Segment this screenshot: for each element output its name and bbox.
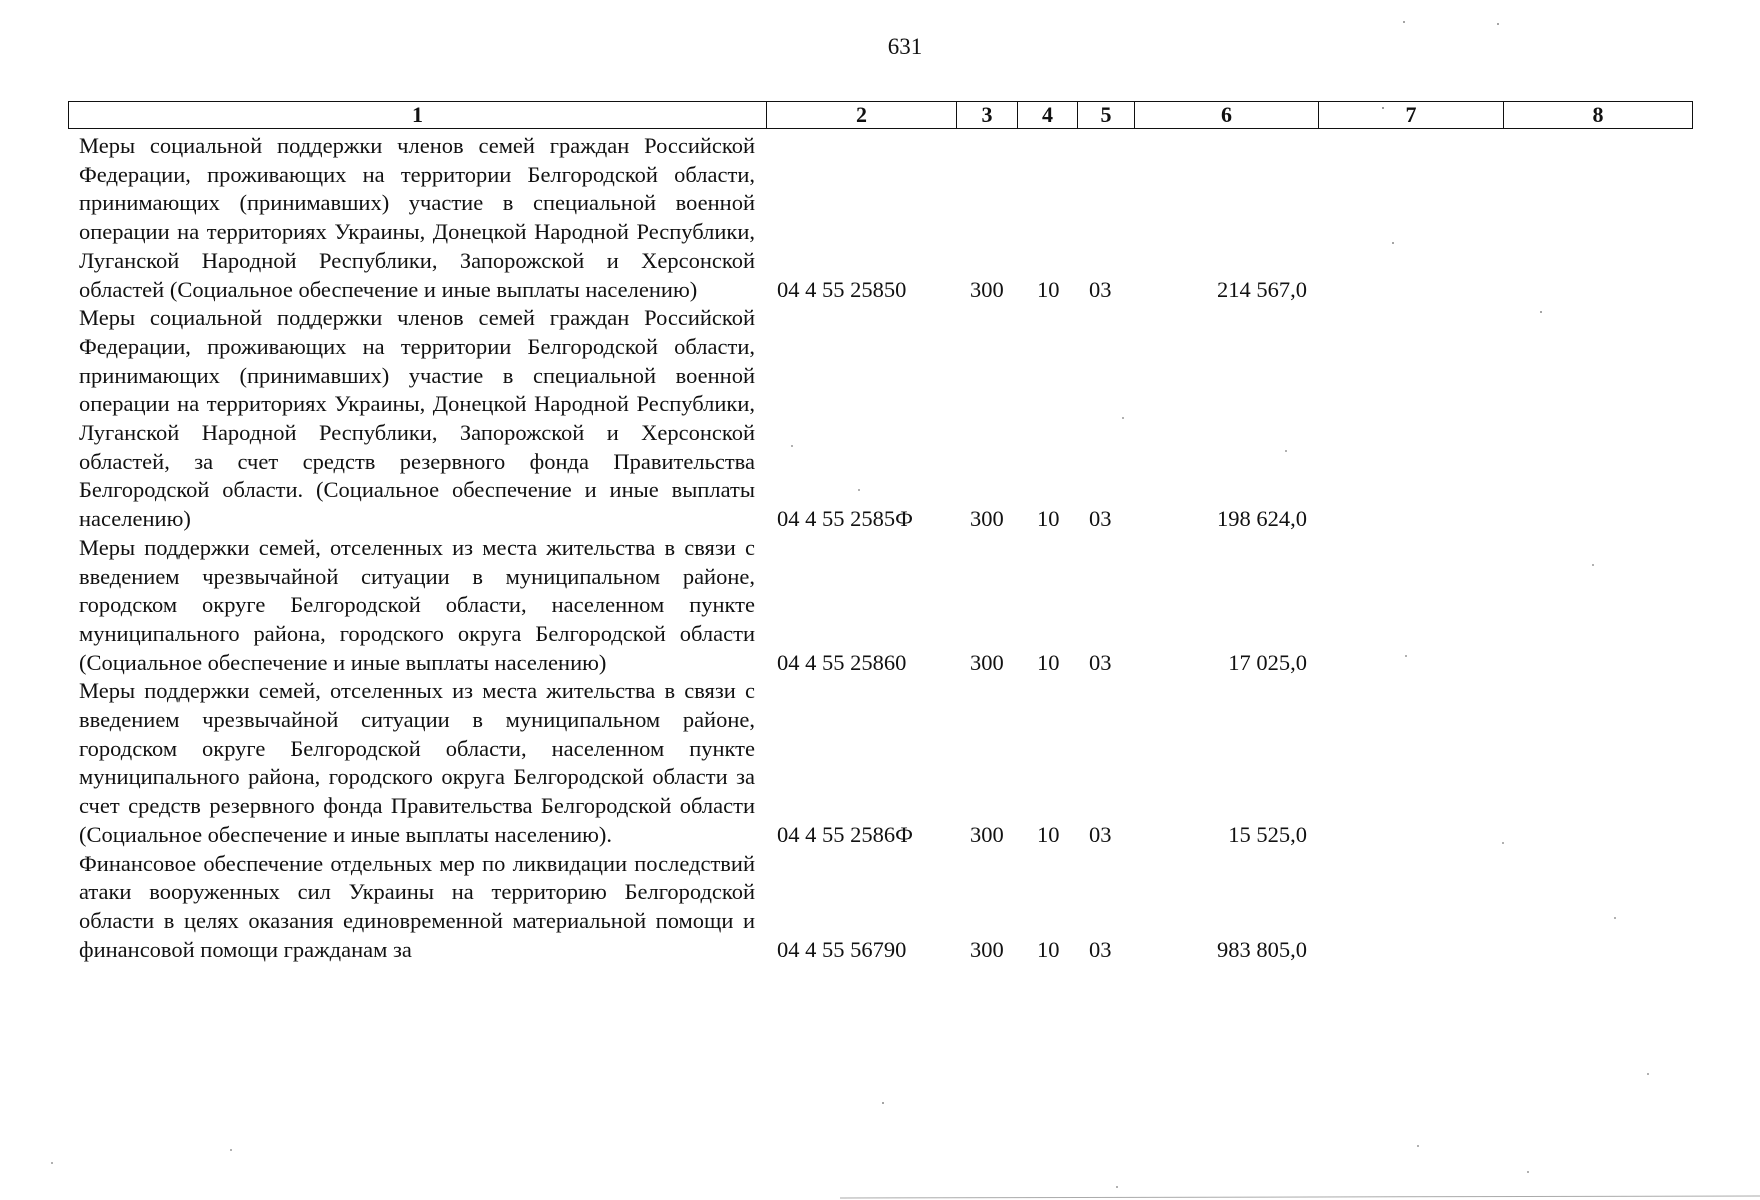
column-header-2: 2: [767, 102, 957, 129]
row-description: Меры поддержки семей, отселенных из места жительства в связи с введением чрезвычайной ситуации в муниципальном районе, городском округе Белгородской области, населенном пункте муниципального района, городского округа Белгородской области за счет средств резервного фонда Правительства Белгородской области (Социальное обеспечение и иные выплаты населению).: [79, 678, 755, 847]
table-row: [0, 677, 1760, 849]
table-row: [0, 132, 1760, 304]
budget-table-body: [0, 132, 1760, 964]
row-expense-type: 300: [970, 936, 1004, 962]
row-code: 04 4 55 56790: [777, 936, 907, 962]
column-header-7: 7: [1319, 102, 1504, 129]
row-subsection: 03: [1089, 276, 1112, 302]
row-section: 10: [1037, 936, 1060, 962]
column-header-5: 5: [1078, 102, 1135, 129]
page-number: 631: [887, 34, 923, 59]
column-header-1: 1: [69, 102, 767, 129]
row-section: 10: [1037, 506, 1060, 532]
column-header-3: 3: [957, 102, 1018, 129]
row-description: Меры социальной поддержки членов семей граждан Российской Федерации, проживающих на территории Белгородской области, принимающих (принимавших) участие в специальной военной операции на территориях Украины, Донецкой Народной Республики, Луганской Народной Республики, Запорожской и Херсонской областей, за счет средств резервного фонда Правительства Белгородской области. (Социальное обеспечение и иные выплаты населению): [79, 305, 755, 532]
row-code: 04 4 55 2585Ф: [777, 506, 913, 532]
row-subsection: 03: [1089, 506, 1112, 532]
column-header-4: 4: [1018, 102, 1078, 129]
column-header-6: 6: [1135, 102, 1319, 129]
table-row: [0, 304, 1760, 534]
row-subsection: 03: [1089, 821, 1112, 847]
row-code: 04 4 55 2586Ф: [777, 821, 913, 847]
row-section: 10: [1037, 649, 1060, 675]
row-subsection: 03: [1089, 936, 1112, 962]
row-description: Финансовое обеспечение отдельных мер по ликвидации последствий атаки вооруженных сил Украины на территорию Белгородской области в целях оказания единовременной материальной помощи и финансовой помощи гражданам за: [79, 850, 755, 962]
row-expense-type: 300: [970, 821, 1004, 847]
row-code: 04 4 55 25860: [777, 649, 907, 675]
row-amount: 15 525,0: [1228, 821, 1307, 847]
column-header-8: 8: [1504, 102, 1693, 129]
row-expense-type: 300: [970, 276, 1004, 302]
row-amount: 198 624,0: [1217, 506, 1307, 532]
row-section: 10: [1037, 821, 1060, 847]
row-description: Меры социальной поддержки членов семей граждан Российской Федерации, проживающих на территории Белгородской области, принимающих (принимавших) участие в специальной военной операции на территориях Украины, Донецкой Народной Республики, Луганской Народной Республики, Запорожской и Херсонской областей (Социальное обеспечение и иные выплаты населению): [79, 133, 755, 302]
row-section: 10: [1037, 276, 1060, 302]
column-header-row: [68, 101, 1693, 129]
row-description: Меры поддержки семей, отселенных из места жительства в связи с введением чрезвычайной ситуации в муниципальном районе, городском округе Белгородской области, населенном пункте муниципального района, городского округа Белгородской области (Социальное обеспечение и иные выплаты населению): [79, 534, 755, 675]
table-row: [0, 850, 1760, 965]
row-amount: 983 805,0: [1217, 936, 1307, 962]
row-amount: 17 025,0: [1228, 649, 1307, 675]
row-code: 04 4 55 25850: [777, 276, 907, 302]
table-row: [0, 534, 1760, 678]
row-expense-type: 300: [970, 649, 1004, 675]
row-expense-type: 300: [970, 506, 1004, 532]
row-amount: 214 567,0: [1217, 276, 1307, 302]
row-subsection: 03: [1089, 649, 1112, 675]
